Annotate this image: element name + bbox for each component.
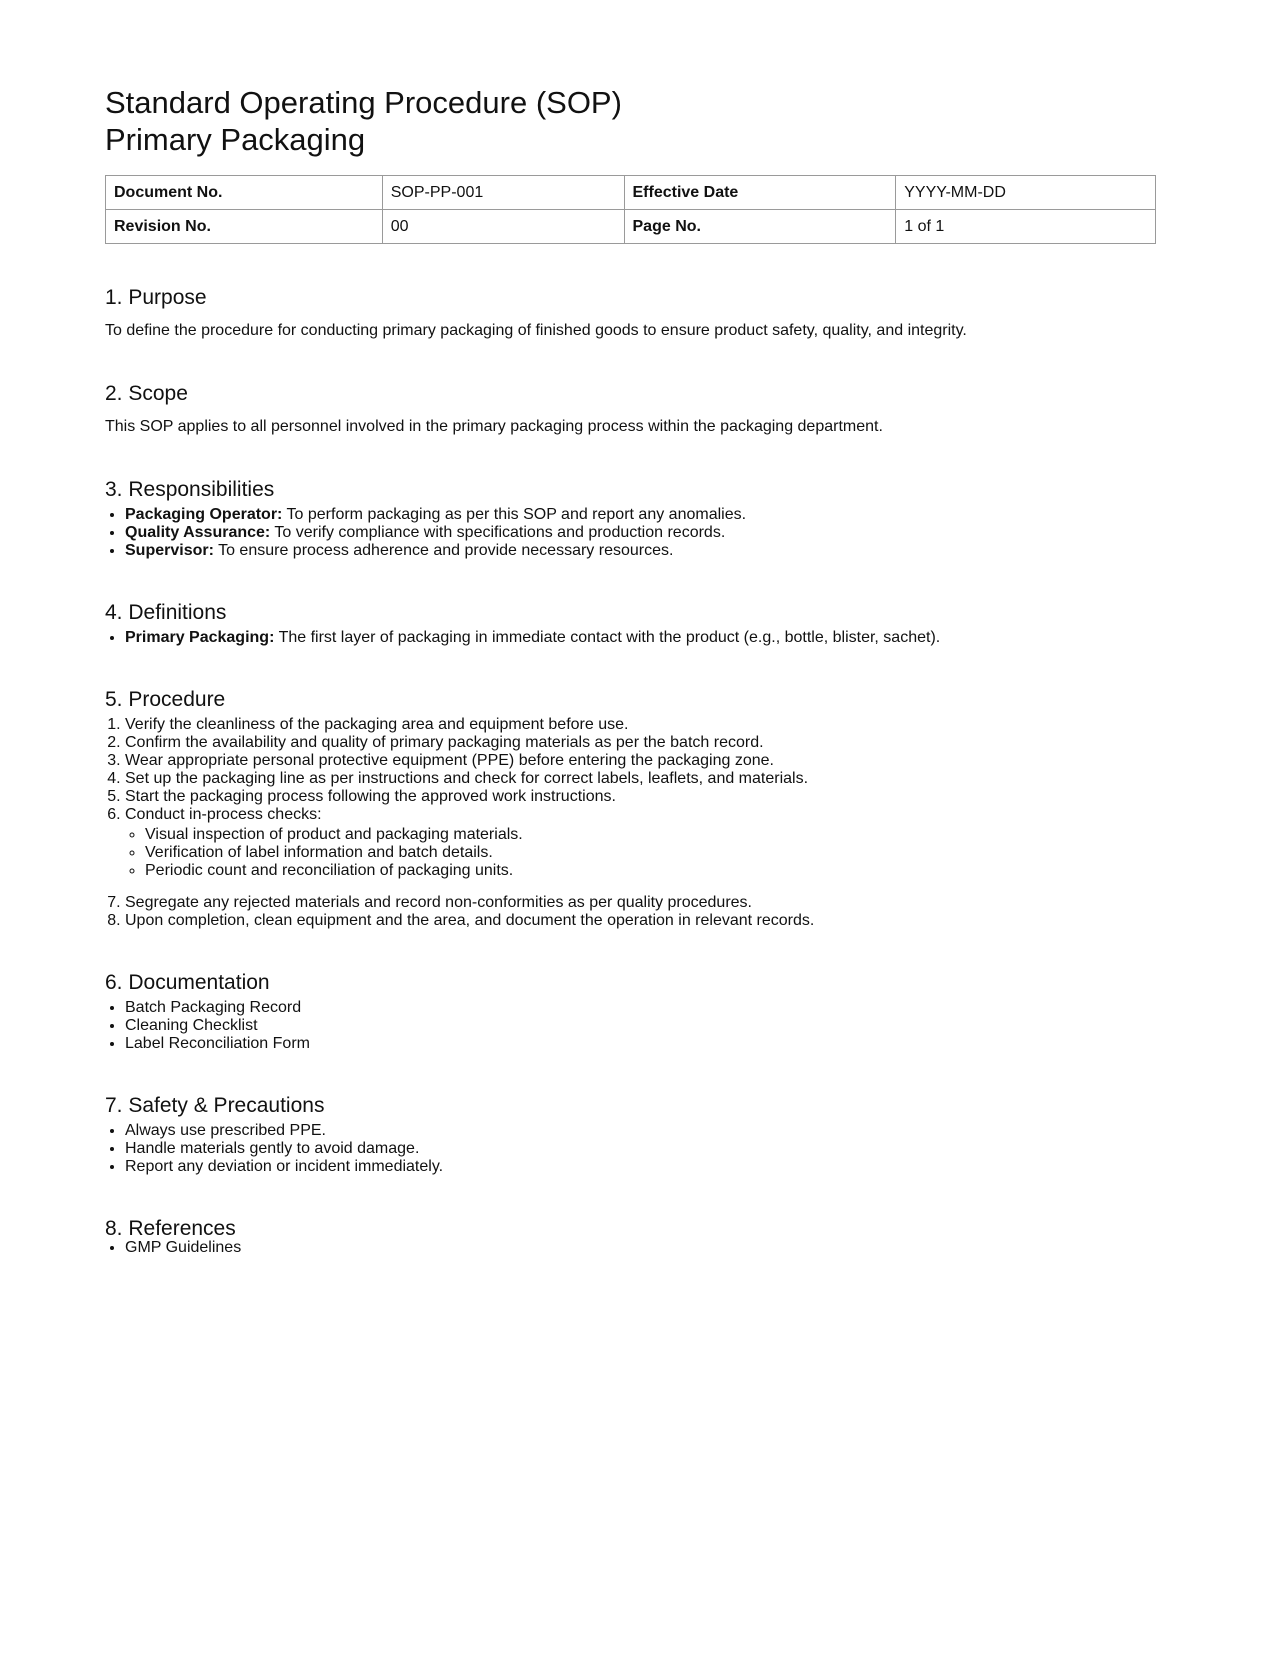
section-heading: 6. Documentation — [105, 971, 270, 994]
term: Primary Packaging: — [125, 629, 275, 646]
document-meta-table — [105, 175, 1156, 244]
term: Packaging Operator: — [125, 506, 283, 523]
section-responsibilities — [105, 477, 1155, 560]
description: The first layer of packaging in immediate contact with the product (e.g., bottle, blister, sachet). — [274, 629, 941, 646]
procedure-step: 2. Confirm the availability and quality of primary packaging materials as per the batch record. — [125, 734, 1155, 752]
section-references — [105, 1216, 1155, 1256]
meta-row — [106, 176, 1156, 210]
list-item: • Always use prescribed PPE. — [125, 1122, 1155, 1140]
description: To verify compliance with specifications and production records. — [270, 524, 726, 541]
list-item — [125, 506, 1155, 524]
list-item — [125, 524, 1155, 542]
section-safety — [105, 1093, 1155, 1176]
list-item: • GMP Guidelines — [125, 1239, 1155, 1257]
procedure-step: 3. Wear appropriate personal protective equipment (PPE) before entering the packaging zone. — [125, 752, 1155, 770]
procedure-step: 1. Verify the cleanliness of the packaging area and equipment before use. — [125, 716, 1155, 734]
procedure-step-text: Conduct in-process checks: — [125, 806, 322, 823]
meta-label: Effective Date — [624, 176, 896, 210]
list-item — [125, 542, 1155, 560]
list-item: • Cleaning Checklist — [125, 1017, 1155, 1035]
responsibilities-list — [105, 506, 1155, 560]
safety-list — [105, 1122, 1155, 1176]
section-purpose — [105, 285, 1155, 341]
procedure-substep: ◦ Periodic count and reconciliation of packaging units. — [145, 862, 1155, 880]
meta-label: Document No. — [106, 176, 383, 210]
section-heading: 4. Definitions — [105, 601, 227, 624]
section-scope — [105, 381, 1155, 437]
meta-value: SOP-PP-001 — [382, 176, 624, 210]
procedure-step: 5. Start the packaging process following the approved work instructions. — [125, 788, 1155, 806]
list-item: • Report any deviation or incident immediately. — [125, 1158, 1155, 1176]
meta-value: 00 — [382, 210, 624, 244]
term: Supervisor: — [125, 542, 214, 559]
section-heading: 5. Procedure — [105, 688, 226, 711]
description: To perform packaging as per this SOP and report any anomalies. — [282, 506, 747, 523]
procedure-substep: ◦ Visual inspection of product and packaging materials. — [145, 826, 1155, 844]
section-text: This SOP applies to all personnel involved in the primary packaging process within the packaging department. — [105, 418, 883, 435]
section-heading: 3. Responsibilities — [105, 478, 275, 501]
section-heading: 8. References — [105, 1217, 236, 1240]
clipped-content — [105, 1239, 1155, 1256]
section-documentation — [105, 970, 1155, 1053]
list-item: • Label Reconciliation Form — [125, 1035, 1155, 1053]
term: Quality Assurance: — [125, 524, 271, 541]
procedure-step: 4. Set up the packaging line as per instructions and check for correct labels, leaflets, and materials. — [125, 770, 1155, 788]
procedure-step: 7. Segregate any rejected materials and record non-conformities as per quality procedures. — [125, 894, 1155, 912]
procedure-step — [125, 806, 1155, 880]
list-item: • Batch Packaging Record — [125, 999, 1155, 1017]
meta-label: Page No. — [624, 210, 896, 244]
title-line-2: Primary Packaging — [105, 122, 366, 157]
section-heading: 7. Safety & Precautions — [105, 1094, 325, 1117]
title-line-1: Standard Operating Procedure (SOP) — [105, 85, 622, 120]
references-list — [105, 1239, 1155, 1257]
meta-value: 1 of 1 — [896, 210, 1156, 244]
procedure-substeps — [125, 826, 1155, 880]
meta-row — [106, 210, 1156, 244]
section-heading: 1. Purpose — [105, 286, 207, 309]
section-definitions — [105, 600, 1155, 647]
description: To ensure process adherence and provide necessary resources. — [213, 542, 674, 559]
section-procedure — [105, 687, 1155, 930]
section-heading: 2. Scope — [105, 382, 188, 405]
list-item — [125, 629, 1155, 647]
procedure-steps — [105, 716, 1155, 930]
procedure-substep: ◦ Verification of label information and batch details. — [145, 844, 1155, 862]
section-text: To define the procedure for conducting primary packaging of finished goods to ensure product safety, quality, and integrity. — [105, 322, 967, 339]
meta-label: Revision No. — [106, 210, 383, 244]
list-item: • Handle materials gently to avoid damage. — [125, 1140, 1155, 1158]
procedure-step: 8. Upon completion, clean equipment and the area, and document the operation in relevant records. — [125, 912, 1155, 930]
sop-document — [105, 84, 1155, 1256]
definitions-list — [105, 629, 1155, 647]
documentation-list — [105, 999, 1155, 1053]
document-title — [105, 84, 1155, 158]
meta-value: YYYY-MM-DD — [896, 176, 1156, 210]
